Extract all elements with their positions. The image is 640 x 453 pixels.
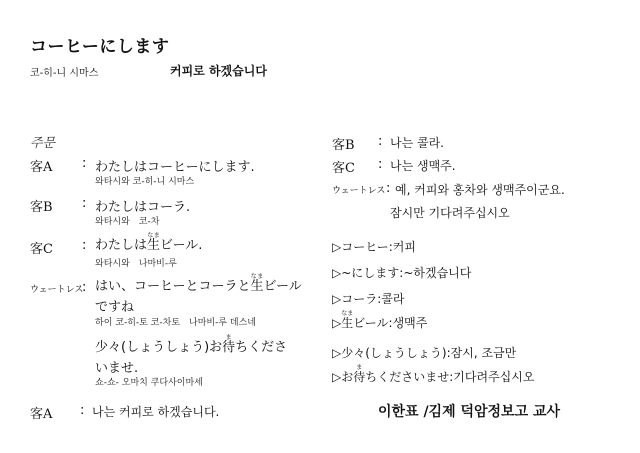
colon: : — [378, 134, 383, 149]
line-waitress-reading: 하이 코-히-토 코-차토 나마비-루 데스네 — [95, 318, 256, 328]
speaker-a: 客A — [30, 160, 53, 175]
speaker-c: 客C — [30, 242, 53, 257]
vocab-item: ▷少々(しょうしょう):잠시, 조금만 — [332, 346, 517, 360]
colon: : — [80, 403, 85, 418]
vocab-item: ▷コーラ:콜라 — [332, 292, 405, 306]
line-waitress-japanese-cont: ですね — [95, 300, 135, 315]
lesson-title: コーヒーにします — [30, 37, 170, 57]
title-translation: 커피로 하겠습니다 — [170, 64, 267, 78]
right-line-waitress-cont: 잠시만 기다려주십시오 — [390, 206, 510, 220]
right-line-waitress: 예, 커피와 홍차와 생맥주이군요. — [395, 183, 565, 197]
line-wait-reading: 쇼-쇼- 오마치 쿠다사이마세 — [95, 378, 203, 388]
vocab-item: ▷生なまビール:생맥주 — [332, 310, 428, 330]
speaker-b: 客B — [30, 200, 53, 215]
speaker-waitress: ウェートレス — [30, 285, 84, 295]
line-c-japanese: わたしは生なまビール. — [95, 232, 203, 253]
colon: : — [378, 157, 383, 172]
vocab-item: ▷~にします:~하겠습니다 — [332, 266, 472, 280]
right-line-c: 나는 생맥주. — [390, 159, 456, 173]
vocab-item: ▷お待まちくださいませ:기다려주십시오 — [332, 364, 535, 384]
line-c-reading: 와타시와 나마비-루 — [95, 259, 177, 269]
author-credit: 이한표 /김제 덕암정보고 교사 — [378, 404, 561, 420]
colon: : — [82, 156, 87, 171]
final-speaker-a: 客A — [30, 407, 53, 422]
right-line-b: 나는 콜라. — [390, 136, 444, 150]
line-waitress-japanese: はい、コーヒーとコーラと生なまビール — [95, 273, 302, 294]
line-wait-japanese-cont: いませ. — [95, 361, 139, 376]
colon: : — [82, 238, 87, 253]
title-reading: 코-히-니 시마스 — [30, 68, 99, 79]
right-speaker-c: 客C — [332, 161, 355, 176]
dialog-heading: 주문 — [30, 136, 56, 151]
line-a-reading: 와타시와 코-히-니 시마스 — [95, 177, 195, 187]
right-speaker-b: 客B — [332, 138, 355, 153]
colon: : — [82, 280, 87, 295]
line-b-japanese: わたしはコーラ. — [95, 200, 191, 215]
line-a-japanese: わたしはコーヒーにします. — [95, 160, 255, 175]
right-speaker-waitress: ウェートレス — [332, 186, 386, 196]
colon: : — [386, 181, 391, 196]
line-b-reading: 와타시와 코-차 — [95, 217, 160, 227]
colon: : — [82, 196, 87, 211]
final-translation: 나는 커피로 하겠습니다. — [92, 405, 220, 419]
line-wait-japanese: 少々(しょうしょう)お待まちくださ — [95, 334, 288, 355]
vocab-item: ▷コーヒー:커피 — [332, 240, 416, 254]
